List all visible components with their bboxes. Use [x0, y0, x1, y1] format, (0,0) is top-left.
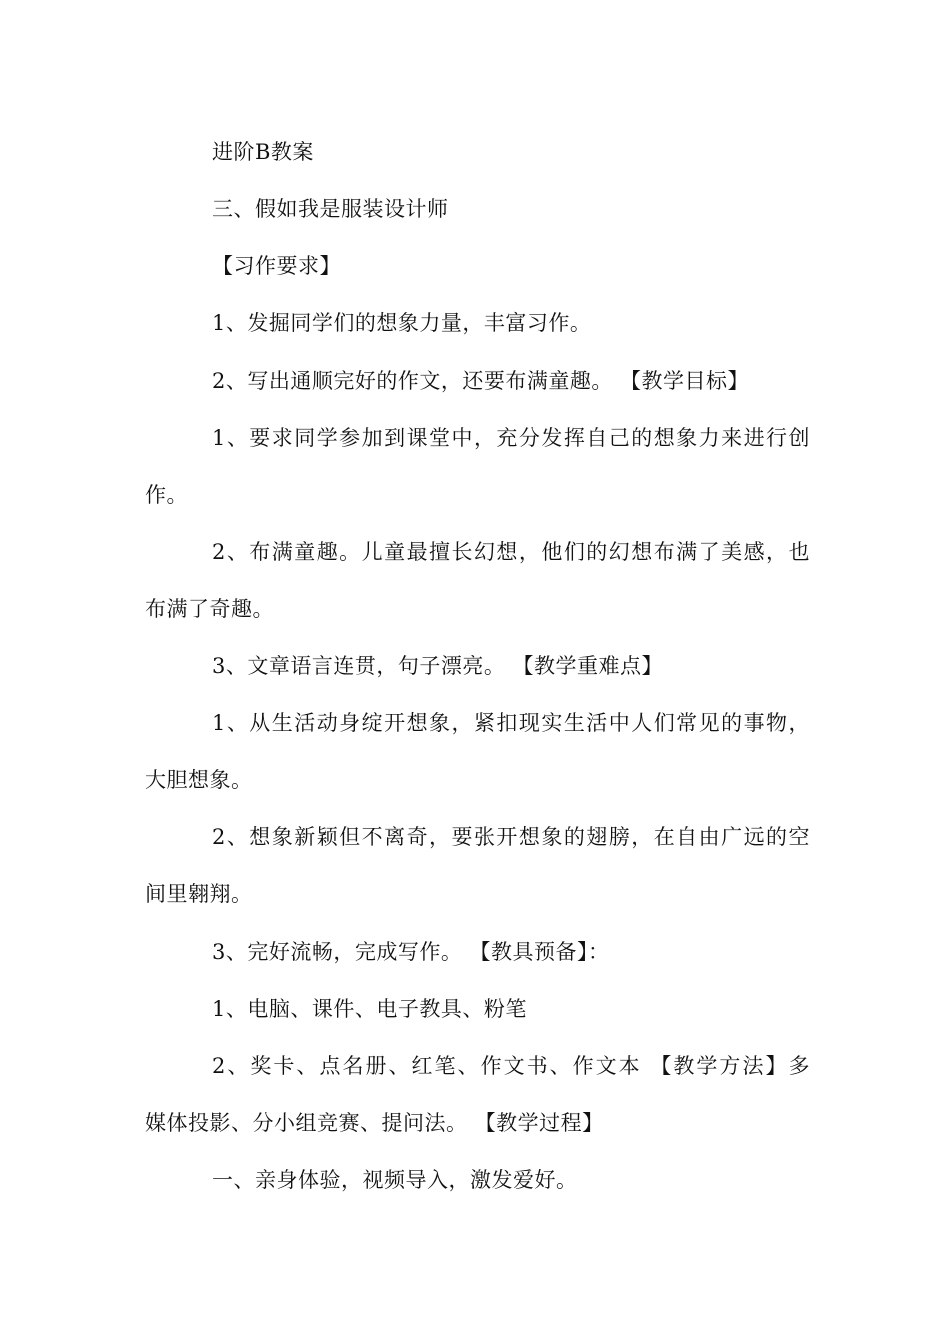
paragraph-line: 一、亲身体验，视频导入，激发爱好。	[212, 1168, 578, 1192]
document-title: 进阶B教案	[212, 140, 314, 164]
paragraph-line: 1、要求同学参加到课堂中，充分发挥自己的想象力来进行创	[212, 426, 810, 450]
paragraph-line: 1、从生活动身绽开想象，紧扣现实生活中人们常见的事物，	[212, 711, 810, 735]
paragraph-line: 2、布满童趣。儿童最擅长幻想，他们的幻想布满了美感，也	[212, 540, 810, 564]
paragraph-line: 媒体投影、分小组竞赛、提问法。 【教学过程】	[145, 1111, 604, 1135]
paragraph-line: 1、电脑、课件、电子教具、粉笔	[212, 997, 527, 1021]
paragraph-line: 作。	[145, 483, 188, 507]
paragraph-line: 2、写出通顺完好的作文，还要布满童趣。 【教学目标】	[212, 369, 750, 393]
paragraph-line: 3、完好流畅，完成写作。 【教具预备】：	[212, 940, 610, 964]
paragraph-line: 间里翱翔。	[145, 882, 253, 906]
paragraph-line: 1、发掘同学们的想象力量，丰富习作。	[212, 311, 592, 335]
paragraph-line: 3、文章语言连贯，句子漂亮。 【教学重难点】	[212, 654, 664, 678]
paragraph-line: 2、奖卡、点名册、红笔、作文书、作文本 【教学方法】多	[212, 1054, 810, 1078]
paragraph-line: 布满了奇趣。	[145, 597, 274, 621]
paragraph-line: 大胆想象。	[145, 768, 253, 792]
section-heading: 三、假如我是服装设计师	[212, 197, 449, 221]
subsection-heading: 【习作要求】	[212, 254, 341, 278]
paragraph-line: 2、想象新颖但不离奇，要张开想象的翅膀，在自由广远的空	[212, 825, 810, 849]
